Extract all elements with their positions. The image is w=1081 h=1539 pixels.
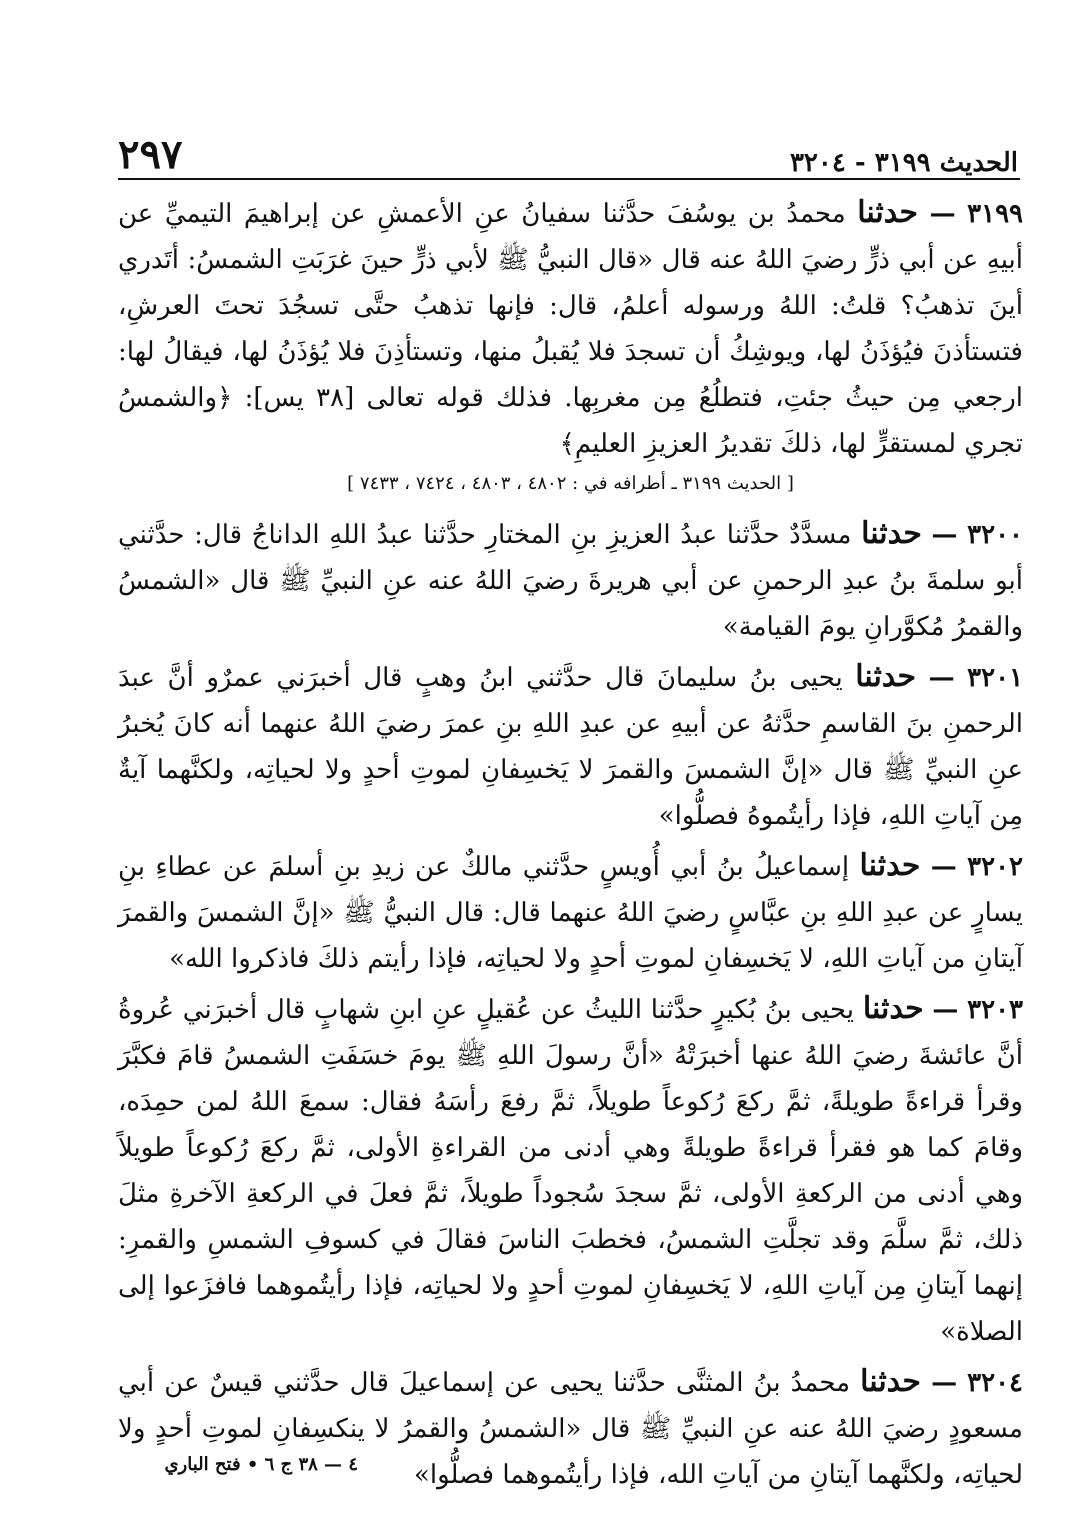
footer-signature: ٤ — ٣٨ ج ٦ • فتح الباري (164, 1454, 358, 1475)
hadith-dash: — (929, 199, 956, 229)
hadith-text: يحيى بنُ سليمانَ قال حدَّثني ابنُ وهبٍ قال أخبرَني عمرٌو أنَّ عبدَ الرحمنِ بنَ القاسمِ حدَّثهُ عن أبيهِ عن عبدِ اللهِ بنِ عمرَ رضيَ اللهُ عنهما أنه كانَ يُخبرُ عنِ النبيِّ ﷺ قال «إنَّ الشمسَ والقمرَ لا يَخسِفانِ لموتِ أحدٍ ولا لحياتِه، ولكنَّهما آيةٌ مِن آياتِ اللهِ، فإذا رأيتُموهُ فصلُّوا» (118, 663, 1023, 831)
header-rule (118, 178, 1020, 180)
hadith-number: ٣٢٠٠ (967, 520, 1024, 550)
page-header (118, 118, 1018, 178)
hadith-dash: — (931, 1368, 958, 1398)
hadith-dash: — (931, 520, 958, 550)
hadith-range-title: الحديث ٣١٩٩ - ٣٢٠٤ (789, 148, 1018, 178)
hadith-3199 (118, 190, 1023, 467)
hadith-text: مسدَّدٌ حدَّثنا عبدُ العزيزِ بنِ المختارِ حدَّثنا عبدُ اللهِ الداناجُ قال: حدَّثني أبو سلمةَ بنُ عبدِ الرحمنِ عن أبي هريرةَ رضيَ اللهُ عنه عنِ النبيِّ ﷺ قال «الشمسُ والقمرُ مُكوَّرانِ يومَ القيامة» (118, 520, 1023, 642)
hadith-number: ٣٢٠٢ (967, 852, 1024, 882)
hadith-3203 (118, 986, 1023, 1355)
page-number: ٢٩٧ (118, 131, 183, 178)
hadith-3202 (118, 843, 1023, 982)
hadith-dash: — (930, 852, 957, 882)
hadith-number: ٣١٩٩ (967, 199, 1023, 229)
hadith-dash: — (932, 995, 959, 1025)
hadith-3201 (118, 654, 1023, 839)
hadith-text: إسماعيلُ بنُ أبي أُويسٍ حدَّثني مالكٌ عن زيدِ بنِ أسلمَ عن عطاءِ بنِ يسارٍ عن عبدِ اللهِ بنِ عبَّاسٍ رضيَ اللهُ عنهما قال: قال النبيُّ ﷺ «إنَّ الشمسَ والقمرَ آيتانِ من آياتِ اللهِ، لا يَخسِفانِ لموتِ أحدٍ ولا لحياتِه، فإذا رأيتم ذلكَ فاذكروا الله» (118, 852, 1023, 974)
hadith-dash: — (928, 663, 955, 693)
haddathana-heading: حدثنا (857, 195, 919, 230)
hadith-text: محمدُ بنُ المثنَّى حدَّثنا يحيى عن إسماعيلَ قال حدَّثني قيسٌ عن أبي مسعودٍ رضيَ اللهُ عنه عنِ النبيِّ ﷺ قال «الشمسُ والقمرُ لا ينكسِفانِ لموتِ أحدٍ ولا لحياتِه، ولكنَّهما آيتانِ من آياتِ الله، فإذا رأيتُموهما فصلُّوا» (118, 1368, 1023, 1490)
haddathana-heading: حدثنا (862, 991, 924, 1026)
hadith-number: ٣٢٠١ (967, 663, 1024, 693)
haddathana-heading: حدثنا (860, 1364, 921, 1399)
hadith-text: محمدُ بن يوسُفَ حدَّثنا سفيانُ عنِ الأعمشِ عن إبراهيمَ التيميِّ عن أبيهِ عن أبي ذرٍّ رضيَ اللهُ عنه قال «قال النبيُّ ﷺ لأبي ذرٍّ حينَ غرَبَتِ الشمسُ: أتَدري أينَ تذهبُ؟ قلتُ: اللهُ ورسوله أعلمُ، قال: فإنها تذهبُ حتَّى تسجُدَ تحتَ العرشِ، فتستأذنَ فيُؤذَنُ لها، ويوشِكُ أن تسجدَ فلا يُقبلُ منها، وتستأذِنَ فلا يُؤذَنُ لها، فيقالُ لها: ارجعي مِن حيثُ جئتِ، فتطلُعُ مِن مغربِها. فذلك قوله تعالى [٣٨ يس]: ﴿والشمسُ تجري لمستقرٍّ لها، ذلكَ تقديرُ العزيزِ العليمِ﴾ (118, 199, 1024, 459)
hadith-3200 (118, 511, 1023, 650)
hadith-text: يحيى بنُ بُكيرٍ حدَّثنا الليثُ عن عُقيلٍ عنِ ابنِ شهابٍ قال أخبرَني عُروةُ أنَّ عائشةَ رضيَ اللهُ عنها أخبرَتْهُ «أنَّ رسولَ اللهِ ﷺ يومَ خسَفَتِ الشمسُ قامَ فكبَّرَ وقرأ قراءةً طويلةً، ثمَّ ركعَ رُكوعاً طويلاً، ثمَّ رفعَ رأسَهُ فقال: سمعَ اللهُ لمن حمِدَه، وقامَ كما هو فقرأ قراءةً طويلةً وهي أدنى من القراءةِ الأولى، ثمَّ ركعَ رُكوعاً طويلاً وهي أدنى من الركعةِ الأولى، ثمَّ سجدَ سُجوداً طويلاً، ثمَّ فعلَ في الركعةِ الآخرةِ مثلَ ذلك، ثمَّ سلَّمَ وقد تجلَّتِ الشمسُ، فخطبَ الناسَ فقالَ في كسوفِ الشمسِ والقمرِ: إنهما آيتانِ مِن آياتِ اللهِ، لا يَخسِفانِ لموتِ أحدٍ ولا لحياتِه، فإذا رأيتُموهما فافزَعوا إلى الصلاة» (118, 995, 1023, 1347)
haddathana-heading: حدثنا (861, 516, 922, 551)
cross-reference: [ الحديث ٣١٩٩ ـ أطرافه في : ٤٨٠٢ ، ٤٨٠٣ ، ٧٤٢٤ ، ٧٤٣٣ ] (347, 473, 794, 494)
haddathana-heading: حدثنا (859, 848, 921, 883)
hadith-number: ٣٢٠٣ (967, 995, 1024, 1025)
hadith-number: ٣٢٠٤ (967, 1368, 1024, 1398)
haddathana-heading: حدثنا (855, 659, 917, 694)
